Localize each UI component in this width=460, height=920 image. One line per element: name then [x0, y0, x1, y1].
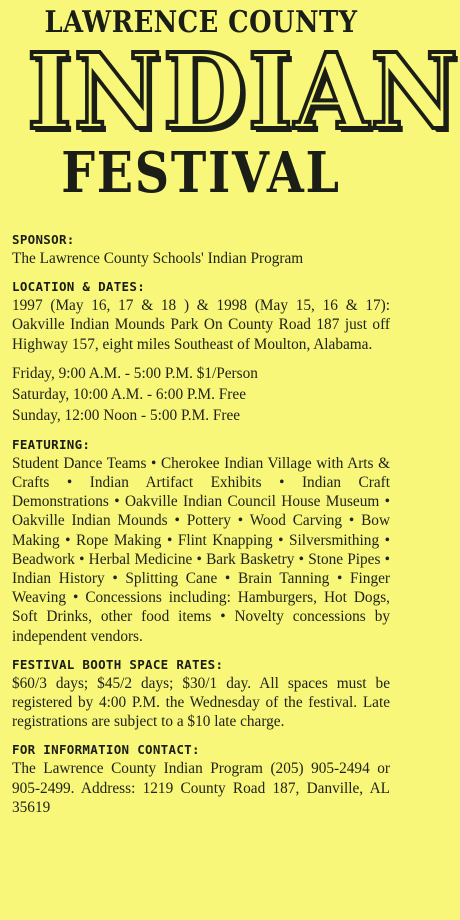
contact-section	[12, 740, 390, 817]
flyer-header	[12, 0, 460, 212]
booth-heading: FESTIVAL BOOTH SPACE RATES:	[12, 656, 224, 672]
hours-sunday: Sunday, 12:00 Noon - 5:00 P.M. Free	[12, 406, 241, 424]
featuring-section	[12, 435, 390, 646]
featuring-text: Student Dance Teams • Cherokee Indian Village with Arts & Crafts • Indian Artifact Exhibits • Indian Craft Demonstrations • Oakville Indian Council House Museum • Oakville Indian Mounds • Pottery • Wood Carving • Bow Making • Rope Making • Flint Knapping • Silversmithing • Beadwork • Herbal Medicine • Bark Basketry • Stone Pipes • Indian History • Splitting Cane • Brain Tanning • Finger Weaving • Concessions including: Hamburgers, Hot Dogs, Soft Drinks, other food items • Novelty concessions by independent vendors.	[12, 454, 390, 645]
booth-text: $60/3 days; $45/2 days; $30/1 day. All spaces must be registered by 4:00 P.M. the Wednesday of the festival. Late registrations are subject to a $10 late charge.	[12, 674, 390, 731]
booth-section	[12, 655, 390, 732]
title-indian: INDIAN	[27, 30, 460, 153]
location-section	[12, 277, 390, 426]
contact-text: The Lawrence County Indian Program (205) 905-2494 or 905-2499. Address: 1219 County Road 187, Danville, AL 35619	[12, 760, 390, 816]
title-festival: FESTIVAL	[61, 140, 341, 206]
hours-saturday: Saturday, 10:00 A.M. - 6:00 P.M. Free	[12, 385, 246, 403]
featuring-heading: FEATURING:	[12, 436, 91, 452]
location-text: 1997 (May 16, 17 & 18 ) & 1998 (May 15, 16 & 17): Oakville Indian Mounds Park On County Road 187 just off Highway 157, eight miles Southeast of Moulton, Alabama.	[12, 297, 390, 353]
title-county: LAWRENCE COUNTY	[44, 5, 358, 40]
sponsor-section	[12, 230, 390, 268]
flyer-content	[12, 212, 390, 817]
sponsor-heading: SPONSOR:	[12, 232, 75, 247]
hours-friday: Friday, 9:00 A.M. - 5:00 P.M. $1/Person	[12, 364, 258, 382]
contact-heading: FOR INFORMATION CONTACT:	[12, 742, 200, 758]
location-heading: LOCATION & DATES:	[12, 279, 146, 295]
sponsor-text: The Lawrence County Schools' Indian Program	[12, 250, 304, 267]
hours-list	[12, 363, 390, 426]
